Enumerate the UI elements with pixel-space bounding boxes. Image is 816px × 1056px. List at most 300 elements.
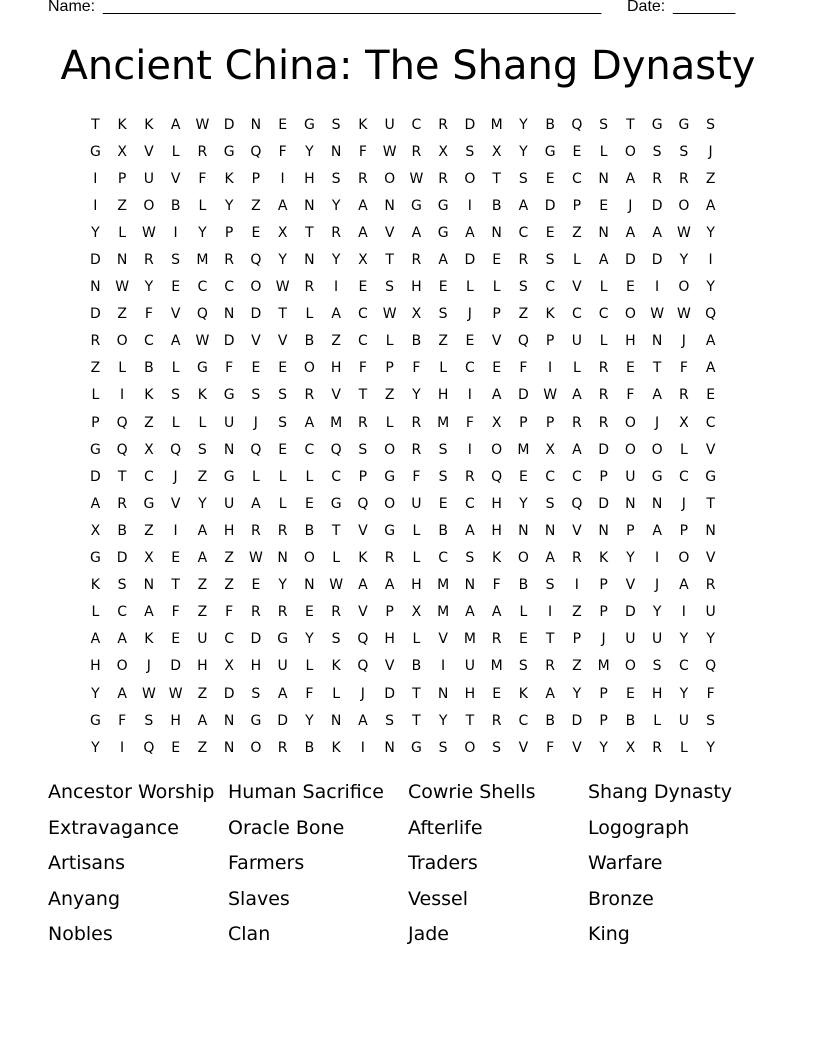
grid-letter[interactable]: T bbox=[465, 712, 475, 729]
grid-letter[interactable]: D bbox=[571, 712, 583, 729]
grid-letter[interactable]: O bbox=[143, 197, 155, 214]
grid-letter[interactable]: B bbox=[545, 116, 555, 133]
grid-letter[interactable]: F bbox=[492, 577, 501, 594]
grid-letter[interactable]: D bbox=[89, 468, 101, 485]
grid-letter[interactable]: I bbox=[467, 197, 472, 214]
grid-letter[interactable]: Y bbox=[438, 712, 448, 729]
grid-letter[interactable]: P bbox=[599, 712, 608, 729]
grid-letter[interactable]: Q bbox=[116, 414, 128, 431]
grid-letter[interactable]: R bbox=[197, 143, 208, 160]
grid-letter[interactable]: C bbox=[464, 360, 475, 377]
grid-letter[interactable]: D bbox=[651, 197, 663, 214]
grid-letter[interactable]: X bbox=[491, 414, 502, 431]
grid-letter[interactable]: C bbox=[143, 468, 154, 485]
grid-letter[interactable]: U bbox=[678, 712, 689, 729]
grid-letter[interactable]: R bbox=[144, 252, 154, 269]
grid-letter[interactable]: P bbox=[224, 224, 234, 241]
grid-letter[interactable]: Z bbox=[144, 522, 154, 539]
grid-letter[interactable]: Y bbox=[198, 224, 207, 241]
grid-letter[interactable]: B bbox=[491, 197, 502, 214]
grid-letter[interactable]: U bbox=[625, 631, 636, 648]
grid-letter[interactable]: L bbox=[385, 414, 394, 431]
grid-letter[interactable]: S bbox=[251, 387, 261, 404]
grid-letter[interactable]: W bbox=[382, 143, 397, 160]
grid-letter[interactable]: R bbox=[90, 333, 101, 350]
grid-letter[interactable]: A bbox=[705, 333, 716, 350]
grid-letter[interactable]: V bbox=[572, 522, 582, 539]
grid-letter[interactable]: Z bbox=[384, 387, 395, 404]
grid-letter[interactable]: S bbox=[679, 143, 689, 160]
grid-letter[interactable]: L bbox=[599, 143, 608, 160]
grid-letter[interactable]: D bbox=[651, 252, 663, 269]
grid-letter[interactable]: R bbox=[652, 739, 662, 756]
grid-letter[interactable]: C bbox=[545, 468, 556, 485]
grid-letter[interactable]: L bbox=[198, 197, 207, 214]
grid-letter[interactable]: Y bbox=[706, 279, 715, 296]
grid-letter[interactable]: R bbox=[491, 631, 502, 648]
grid-letter[interactable]: Y bbox=[706, 631, 715, 648]
grid-letter[interactable]: Q bbox=[250, 252, 262, 269]
grid-letter[interactable]: L bbox=[278, 495, 287, 512]
grid-letter[interactable]: R bbox=[277, 739, 288, 756]
grid-letter[interactable]: L bbox=[492, 279, 501, 296]
grid-letter[interactable]: V bbox=[518, 739, 529, 756]
grid-letter[interactable]: D bbox=[384, 685, 396, 702]
grid-letter[interactable]: J bbox=[655, 577, 660, 594]
grid-letter[interactable]: J bbox=[601, 631, 606, 648]
grid-letter[interactable]: E bbox=[572, 143, 582, 160]
grid-letter[interactable]: A bbox=[170, 116, 181, 133]
grid-letter[interactable]: S bbox=[465, 550, 475, 567]
grid-letter[interactable]: A bbox=[491, 387, 502, 404]
grid-letter[interactable]: Y bbox=[144, 279, 154, 296]
grid-letter[interactable]: R bbox=[411, 252, 422, 269]
grid-letter[interactable]: R bbox=[358, 170, 368, 187]
grid-letter[interactable]: O bbox=[517, 550, 529, 567]
grid-letter[interactable]: L bbox=[278, 468, 287, 485]
grid-letter[interactable]: E bbox=[492, 360, 502, 377]
grid-letter[interactable]: V bbox=[277, 333, 288, 350]
grid-letter[interactable]: K bbox=[331, 658, 341, 675]
grid-letter[interactable]: N bbox=[143, 577, 155, 594]
grid-letter[interactable]: A bbox=[251, 495, 261, 512]
grid-letter[interactable]: Y bbox=[91, 685, 100, 702]
grid-letter[interactable]: F bbox=[118, 712, 127, 729]
grid-letter[interactable]: A bbox=[465, 522, 475, 539]
grid-letter[interactable]: A bbox=[384, 577, 395, 594]
grid-letter[interactable]: B bbox=[304, 333, 315, 350]
grid-letter[interactable]: X bbox=[438, 143, 448, 160]
grid-letter[interactable]: C bbox=[224, 631, 235, 648]
grid-letter[interactable]: Q bbox=[705, 306, 717, 323]
grid-letter[interactable]: D bbox=[277, 712, 289, 729]
grid-letter[interactable]: F bbox=[546, 739, 555, 756]
grid-letter[interactable]: N bbox=[330, 712, 342, 729]
grid-letter[interactable]: P bbox=[545, 333, 555, 350]
grid-letter[interactable]: T bbox=[278, 306, 287, 323]
grid-letter[interactable]: C bbox=[117, 604, 128, 621]
grid-letter[interactable]: S bbox=[438, 468, 448, 485]
grid-letter[interactable]: O bbox=[464, 739, 476, 756]
grid-letter[interactable]: R bbox=[304, 387, 315, 404]
grid-letter[interactable]: U bbox=[705, 604, 716, 621]
grid-letter[interactable]: L bbox=[91, 604, 100, 621]
grid-letter[interactable]: M bbox=[330, 414, 343, 431]
grid-letter[interactable]: N bbox=[304, 577, 315, 594]
grid-letter[interactable]: O bbox=[678, 279, 690, 296]
grid-letter[interactable]: H bbox=[223, 522, 235, 539]
grid-letter[interactable]: E bbox=[278, 360, 288, 377]
grid-letter[interactable]: P bbox=[679, 522, 689, 539]
grid-letter[interactable]: Y bbox=[278, 252, 287, 269]
grid-letter[interactable]: E bbox=[304, 604, 314, 621]
grid-letter[interactable]: G bbox=[143, 495, 155, 512]
grid-letter[interactable]: E bbox=[171, 550, 181, 567]
grid-letter[interactable]: N bbox=[598, 522, 609, 539]
grid-letter[interactable]: Y bbox=[331, 252, 341, 269]
grid-letter[interactable]: S bbox=[706, 116, 716, 133]
grid-letter[interactable]: W bbox=[329, 577, 344, 594]
grid-letter[interactable]: R bbox=[679, 170, 689, 187]
grid-letter[interactable]: R bbox=[411, 441, 422, 458]
grid-letter[interactable]: Z bbox=[572, 224, 582, 241]
grid-letter[interactable]: S bbox=[331, 170, 341, 187]
grid-letter[interactable]: A bbox=[679, 577, 689, 594]
name-field[interactable]: ________________________________________________________ bbox=[103, 0, 602, 15]
grid-letter[interactable]: N bbox=[598, 224, 609, 241]
grid-letter[interactable]: O bbox=[624, 658, 636, 675]
grid-letter[interactable]: D bbox=[544, 197, 556, 214]
grid-letter[interactable]: R bbox=[251, 604, 261, 621]
grid-letter[interactable]: Q bbox=[517, 333, 529, 350]
grid-letter[interactable]: R bbox=[358, 414, 368, 431]
grid-letter[interactable]: I bbox=[548, 360, 553, 377]
grid-letter[interactable]: D bbox=[598, 441, 610, 458]
grid-letter[interactable]: L bbox=[118, 360, 127, 377]
grid-letter[interactable]: V bbox=[170, 495, 181, 512]
grid-letter[interactable]: U bbox=[571, 333, 582, 350]
grid-letter[interactable]: R bbox=[518, 252, 529, 269]
grid-letter[interactable]: H bbox=[304, 170, 315, 187]
grid-letter[interactable]: G bbox=[89, 143, 101, 160]
grid-letter[interactable]: R bbox=[598, 387, 609, 404]
grid-letter[interactable]: R bbox=[598, 360, 609, 377]
grid-letter[interactable]: P bbox=[545, 414, 555, 431]
grid-letter[interactable]: P bbox=[572, 197, 582, 214]
grid-letter[interactable]: W bbox=[195, 333, 210, 350]
grid-letter[interactable]: D bbox=[250, 631, 262, 648]
grid-letter[interactable]: Q bbox=[250, 441, 262, 458]
grid-letter[interactable]: L bbox=[171, 360, 180, 377]
grid-letter[interactable]: E bbox=[304, 495, 314, 512]
grid-letter[interactable]: V bbox=[705, 441, 716, 458]
grid-letter[interactable]: H bbox=[437, 387, 449, 404]
grid-letter[interactable]: H bbox=[330, 360, 342, 377]
grid-letter[interactable]: J bbox=[708, 143, 713, 160]
grid-letter[interactable]: C bbox=[571, 306, 582, 323]
grid-letter[interactable]: Y bbox=[278, 577, 287, 594]
grid-letter[interactable]: I bbox=[548, 604, 553, 621]
grid-letter[interactable]: T bbox=[412, 685, 421, 702]
grid-letter[interactable]: I bbox=[93, 197, 98, 214]
grid-letter[interactable]: B bbox=[304, 522, 315, 539]
grid-letter[interactable]: N bbox=[330, 143, 342, 160]
grid-letter[interactable]: E bbox=[599, 197, 609, 214]
grid-letter[interactable]: K bbox=[144, 116, 154, 133]
grid-letter[interactable]: A bbox=[465, 224, 475, 241]
grid-letter[interactable]: P bbox=[599, 577, 608, 594]
grid-letter[interactable]: A bbox=[572, 441, 582, 458]
grid-letter[interactable]: C bbox=[357, 333, 368, 350]
grid-letter[interactable]: A bbox=[358, 197, 368, 214]
grid-letter[interactable]: E bbox=[625, 685, 635, 702]
grid-letter[interactable]: R bbox=[224, 252, 234, 269]
grid-letter[interactable]: G bbox=[651, 468, 663, 485]
grid-letter[interactable]: C bbox=[518, 224, 529, 241]
grid-letter[interactable]: N bbox=[304, 197, 315, 214]
grid-letter[interactable]: G bbox=[410, 197, 422, 214]
grid-letter[interactable]: L bbox=[332, 550, 341, 567]
grid-letter[interactable]: Q bbox=[143, 739, 155, 756]
grid-letter[interactable]: R bbox=[598, 414, 609, 431]
grid-letter[interactable]: U bbox=[652, 631, 663, 648]
grid-letter[interactable]: V bbox=[384, 658, 395, 675]
grid-letter[interactable]: Y bbox=[519, 116, 528, 133]
grid-letter[interactable]: P bbox=[626, 522, 635, 539]
grid-letter[interactable]: Z bbox=[572, 658, 582, 675]
grid-letter[interactable]: A bbox=[438, 252, 448, 269]
grid-letter[interactable]: R bbox=[652, 170, 662, 187]
grid-letter[interactable]: B bbox=[144, 360, 154, 377]
grid-letter[interactable]: Y bbox=[626, 550, 635, 567]
grid-letter[interactable]: U bbox=[224, 495, 235, 512]
grid-letter[interactable]: J bbox=[146, 658, 151, 675]
grid-letter[interactable]: L bbox=[572, 252, 581, 269]
grid-letter[interactable]: V bbox=[438, 631, 448, 648]
grid-letter[interactable]: G bbox=[384, 468, 396, 485]
grid-letter[interactable]: N bbox=[464, 577, 476, 594]
grid-letter[interactable]: C bbox=[598, 306, 609, 323]
grid-letter[interactable]: O bbox=[116, 658, 128, 675]
grid-letter[interactable]: I bbox=[360, 739, 365, 756]
grid-letter[interactable]: F bbox=[225, 604, 234, 621]
grid-letter[interactable]: D bbox=[89, 252, 101, 269]
grid-letter[interactable]: P bbox=[599, 604, 608, 621]
grid-letter[interactable]: S bbox=[492, 739, 502, 756]
grid-letter[interactable]: F bbox=[144, 306, 153, 323]
grid-letter[interactable]: Z bbox=[197, 468, 208, 485]
grid-letter[interactable]: T bbox=[492, 170, 501, 187]
grid-letter[interactable]: O bbox=[624, 143, 636, 160]
grid-letter[interactable]: Q bbox=[357, 495, 369, 512]
grid-letter[interactable]: T bbox=[171, 577, 180, 594]
grid-letter[interactable]: Q bbox=[250, 143, 262, 160]
grid-letter[interactable]: Q bbox=[491, 468, 503, 485]
grid-letter[interactable]: Y bbox=[305, 712, 314, 729]
grid-letter[interactable]: M bbox=[463, 631, 476, 648]
grid-letter[interactable]: A bbox=[652, 387, 662, 404]
grid-letter[interactable]: I bbox=[708, 252, 713, 269]
grid-letter[interactable]: O bbox=[678, 550, 690, 567]
grid-letter[interactable]: G bbox=[277, 631, 289, 648]
grid-letter[interactable]: A bbox=[572, 387, 582, 404]
grid-letter[interactable]: E bbox=[492, 685, 502, 702]
grid-letter[interactable]: V bbox=[170, 170, 181, 187]
grid-letter[interactable]: R bbox=[384, 550, 395, 567]
grid-letter[interactable]: I bbox=[173, 224, 178, 241]
grid-letter[interactable]: S bbox=[144, 712, 154, 729]
grid-letter[interactable]: L bbox=[599, 279, 608, 296]
grid-letter[interactable]: R bbox=[438, 116, 448, 133]
grid-letter[interactable]: X bbox=[224, 658, 234, 675]
grid-letter[interactable]: G bbox=[196, 360, 208, 377]
grid-letter[interactable]: P bbox=[492, 306, 501, 323]
grid-letter[interactable]: E bbox=[278, 441, 288, 458]
grid-letter[interactable]: N bbox=[223, 306, 235, 323]
grid-letter[interactable]: L bbox=[439, 360, 448, 377]
grid-letter[interactable]: F bbox=[225, 360, 234, 377]
grid-letter[interactable]: B bbox=[170, 197, 181, 214]
grid-letter[interactable]: S bbox=[278, 414, 288, 431]
grid-letter[interactable]: E bbox=[171, 279, 181, 296]
grid-letter[interactable]: L bbox=[251, 468, 260, 485]
grid-letter[interactable]: U bbox=[464, 658, 475, 675]
grid-letter[interactable]: G bbox=[410, 739, 422, 756]
grid-letter[interactable]: Y bbox=[519, 143, 528, 160]
grid-letter[interactable]: L bbox=[171, 414, 180, 431]
grid-letter[interactable]: J bbox=[681, 333, 686, 350]
grid-letter[interactable]: N bbox=[651, 495, 663, 512]
grid-letter[interactable]: A bbox=[705, 197, 716, 214]
grid-letter[interactable]: Z bbox=[251, 197, 261, 214]
grid-letter[interactable]: X bbox=[117, 143, 127, 160]
grid-letter[interactable]: Y bbox=[706, 739, 715, 756]
grid-letter[interactable]: H bbox=[197, 658, 208, 675]
grid-letter[interactable]: S bbox=[652, 143, 662, 160]
grid-letter[interactable]: Y bbox=[305, 631, 314, 648]
date-field[interactable]: _______ bbox=[673, 0, 736, 15]
grid-letter[interactable]: G bbox=[223, 143, 235, 160]
grid-letter[interactable]: N bbox=[116, 252, 128, 269]
grid-letter[interactable]: L bbox=[679, 739, 688, 756]
grid-letter[interactable]: N bbox=[384, 197, 395, 214]
grid-letter[interactable]: D bbox=[223, 333, 235, 350]
grid-letter[interactable]: Q bbox=[116, 441, 128, 458]
grid-letter[interactable]: I bbox=[280, 170, 285, 187]
grid-letter[interactable]: F bbox=[358, 143, 367, 160]
grid-letter[interactable]: S bbox=[385, 279, 395, 296]
grid-letter[interactable]: E bbox=[251, 360, 261, 377]
grid-letter[interactable]: M bbox=[490, 658, 503, 675]
grid-letter[interactable]: Y bbox=[331, 197, 341, 214]
grid-letter[interactable]: A bbox=[358, 577, 368, 594]
grid-letter[interactable]: Z bbox=[224, 577, 234, 594]
grid-letter[interactable]: Z bbox=[518, 306, 529, 323]
grid-letter[interactable]: V bbox=[331, 387, 341, 404]
grid-letter[interactable]: E bbox=[706, 387, 716, 404]
grid-letter[interactable]: D bbox=[250, 306, 262, 323]
grid-letter[interactable]: P bbox=[572, 631, 582, 648]
grid-letter[interactable]: H bbox=[491, 495, 502, 512]
grid-letter[interactable]: N bbox=[223, 441, 235, 458]
grid-letter[interactable]: E bbox=[251, 224, 261, 241]
grid-letter[interactable]: A bbox=[277, 685, 288, 702]
grid-letter[interactable]: W bbox=[275, 279, 290, 296]
grid-letter[interactable]: L bbox=[305, 658, 314, 675]
grid-letter[interactable]: B bbox=[625, 712, 636, 729]
grid-letter[interactable]: U bbox=[277, 658, 288, 675]
grid-letter[interactable]: L bbox=[412, 522, 421, 539]
grid-letter[interactable]: T bbox=[117, 468, 127, 485]
grid-letter[interactable]: Y bbox=[679, 631, 689, 648]
grid-letter[interactable]: B bbox=[411, 658, 422, 675]
grid-letter[interactable]: G bbox=[705, 468, 717, 485]
grid-letter[interactable]: D bbox=[464, 116, 476, 133]
grid-letter[interactable]: J bbox=[253, 414, 258, 431]
grid-letter[interactable]: C bbox=[304, 441, 315, 458]
grid-letter[interactable]: F bbox=[358, 360, 367, 377]
grid-letter[interactable]: X bbox=[411, 306, 422, 323]
grid-letter[interactable]: R bbox=[277, 522, 288, 539]
grid-letter[interactable]: A bbox=[90, 631, 101, 648]
grid-letter[interactable]: G bbox=[250, 712, 262, 729]
grid-letter[interactable]: L bbox=[412, 550, 421, 567]
grid-letter[interactable]: P bbox=[358, 468, 368, 485]
grid-letter[interactable]: N bbox=[544, 522, 556, 539]
grid-letter[interactable]: R bbox=[491, 712, 502, 729]
grid-letter[interactable]: I bbox=[574, 577, 579, 594]
grid-letter[interactable]: G bbox=[89, 441, 101, 458]
grid-letter[interactable]: A bbox=[304, 414, 315, 431]
grid-letter[interactable]: T bbox=[706, 495, 715, 512]
grid-letter[interactable]: U bbox=[197, 631, 208, 648]
grid-letter[interactable]: Q bbox=[357, 658, 369, 675]
grid-letter[interactable]: D bbox=[223, 685, 235, 702]
grid-letter[interactable]: A bbox=[411, 224, 422, 241]
grid-letter[interactable]: Q bbox=[330, 441, 342, 458]
grid-letter[interactable]: S bbox=[545, 577, 555, 594]
grid-letter[interactable]: R bbox=[251, 522, 261, 539]
grid-letter[interactable]: O bbox=[624, 441, 636, 458]
grid-letter[interactable]: X bbox=[545, 441, 555, 458]
grid-letter[interactable]: W bbox=[248, 550, 263, 567]
grid-letter[interactable]: H bbox=[491, 522, 502, 539]
grid-letter[interactable]: R bbox=[304, 279, 315, 296]
grid-letter[interactable]: C bbox=[438, 550, 449, 567]
grid-letter[interactable]: Y bbox=[599, 739, 608, 756]
grid-letter[interactable]: W bbox=[141, 224, 156, 241]
grid-letter[interactable]: V bbox=[144, 143, 154, 160]
grid-letter[interactable]: H bbox=[651, 685, 663, 702]
grid-letter[interactable]: I bbox=[93, 170, 98, 187]
grid-letter[interactable]: V bbox=[358, 522, 368, 539]
grid-letter[interactable]: C bbox=[411, 116, 422, 133]
grid-letter[interactable]: X bbox=[411, 604, 422, 621]
grid-letter[interactable]: A bbox=[117, 631, 127, 648]
grid-letter[interactable]: L bbox=[91, 387, 100, 404]
grid-letter[interactable]: C bbox=[678, 468, 689, 485]
grid-letter[interactable]: F bbox=[679, 360, 688, 377]
grid-letter[interactable]: O bbox=[384, 495, 396, 512]
grid-letter[interactable]: D bbox=[223, 116, 235, 133]
grid-letter[interactable]: J bbox=[360, 685, 365, 702]
grid-letter[interactable]: L bbox=[653, 712, 662, 729]
grid-letter[interactable]: A bbox=[652, 522, 662, 539]
grid-letter[interactable]: B bbox=[304, 739, 315, 756]
grid-letter[interactable]: C bbox=[464, 495, 475, 512]
grid-letter[interactable]: A bbox=[117, 685, 127, 702]
grid-letter[interactable]: Z bbox=[438, 333, 448, 350]
